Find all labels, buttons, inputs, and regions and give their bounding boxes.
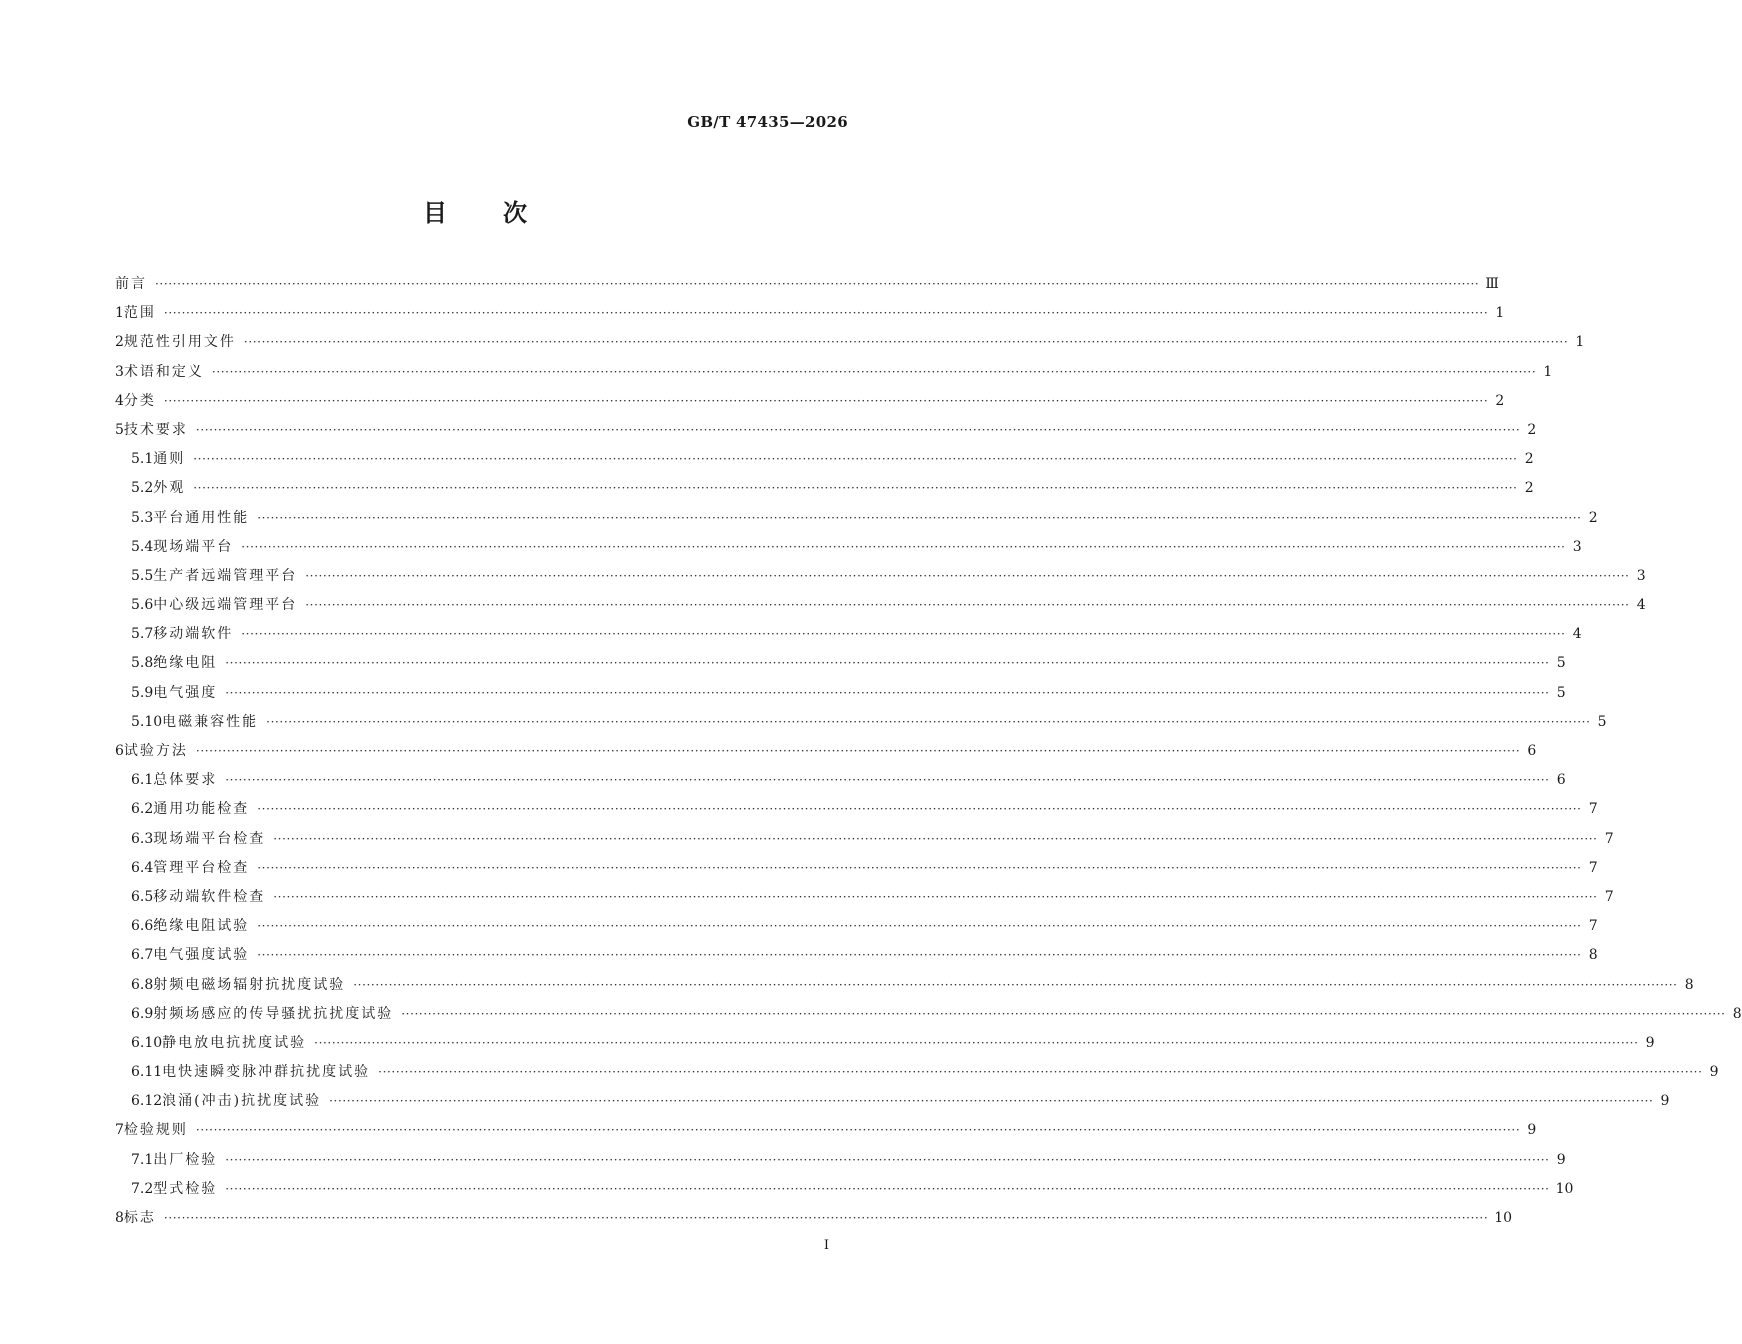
toc-leader-dots: ············································································································································································································································································································ <box>257 948 1582 963</box>
toc-leader-dots: ············································································································································································································································································································ <box>353 977 1678 992</box>
toc-entry-page: 9 <box>1527 1122 1537 1139</box>
toc-entry-number: 4 <box>115 392 124 409</box>
toc-entry-page: 1 <box>1543 363 1553 380</box>
toc-entry-page: 5 <box>1556 655 1566 672</box>
toc-entry-number: 6.4 <box>131 859 154 876</box>
toc-entry[interactable] <box>115 766 1566 795</box>
toc-entry-page: 5 <box>1597 713 1607 730</box>
toc-entry-page: 2 <box>1524 480 1534 497</box>
page-title-left: 目 <box>423 199 447 227</box>
toc-entry[interactable] <box>115 971 1694 1000</box>
toc-entry-title: 绝缘电阻试验 <box>153 918 250 935</box>
toc-entry-title: 总体要求 <box>153 772 218 789</box>
toc-entry-page: 7 <box>1588 918 1598 935</box>
toc-entry-number: 5.7 <box>131 626 154 643</box>
toc-entry-page: 1 <box>1495 305 1505 322</box>
toc-entry-page: 2 <box>1524 451 1534 468</box>
toc-entry-page: 4 <box>1636 597 1646 614</box>
toc-entry[interactable] <box>115 270 1499 299</box>
toc-leader-dots: ············································································································································································································································································································ <box>257 802 1582 817</box>
toc-entry-title: 浪涌(冲击)抗扰度试验 <box>162 1093 322 1110</box>
toc-entry[interactable] <box>115 1116 1537 1145</box>
toc-entry-number: 5.4 <box>131 538 154 555</box>
toc-leader-dots: ············································································································································································································································································································ <box>266 714 1591 729</box>
toc-leader-dots: ············································································································································································································································································································ <box>257 919 1582 934</box>
toc-entry-title: 静电放电抗扰度试验 <box>162 1034 307 1051</box>
toc-entry-number: 3 <box>115 363 124 380</box>
toc-entry-title: 技术要求 <box>123 421 188 438</box>
toc-entry-title: 术语和定义 <box>123 363 204 380</box>
toc-leader-dots: ············································································································································································································································································································ <box>401 1006 1726 1021</box>
toc-entry-title: 范围 <box>123 305 156 322</box>
toc-entry-number: 6.11 <box>131 1064 163 1081</box>
toc-entry-number: 5.6 <box>131 597 154 614</box>
toc-entry-number: 6.3 <box>131 830 154 847</box>
toc-entry-title: 通用功能检查 <box>153 801 250 818</box>
toc-entry-number: 6.2 <box>131 801 154 818</box>
toc-entry-number: 6.9 <box>131 1005 154 1022</box>
toc-entry[interactable] <box>115 708 1607 737</box>
toc-entry-page: 2 <box>1588 509 1598 526</box>
toc-leader-dots: ············································································································································································································································································································ <box>163 306 1489 321</box>
toc-entry[interactable] <box>115 1146 1566 1175</box>
toc-entry-number: 7.1 <box>131 1151 154 1168</box>
toc-entry[interactable] <box>115 941 1598 970</box>
page-title <box>0 193 950 228</box>
toc-leader-dots: ············································································································································································································································································································ <box>225 656 1550 671</box>
toc-leader-dots: ············································································································································································································································································································ <box>305 568 1630 583</box>
toc-entry[interactable] <box>115 416 1537 445</box>
toc-entry-page: 7 <box>1588 801 1598 818</box>
toc-entry-page: 8 <box>1684 976 1694 993</box>
toc-entry-number: 8 <box>115 1210 124 1226</box>
toc-entry[interactable] <box>115 649 1566 678</box>
toc-entry-title: 中心级远端管理平台 <box>153 597 298 614</box>
toc-entry-number: 5.1 <box>131 451 154 468</box>
toc-entry-page: 8 <box>1732 1005 1742 1022</box>
toc-leader-dots: ············································································································································································································································································································ <box>225 1152 1550 1167</box>
toc-entry-number: 6.8 <box>131 976 154 993</box>
toc-entry-number: 6.12 <box>131 1093 163 1110</box>
toc-entry-number: 5.5 <box>131 567 154 584</box>
toc-entry-page: 9 <box>1709 1064 1719 1081</box>
toc-entry-page: 8 <box>1588 947 1598 964</box>
toc-entry-title: 电气强度试验 <box>153 947 250 964</box>
toc-entry-page: 9 <box>1660 1093 1670 1110</box>
toc-entry-title: 出厂检验 <box>153 1151 218 1168</box>
toc-entry-title: 外观 <box>153 480 186 497</box>
toc-entry-number: 6.10 <box>131 1034 163 1051</box>
toc-entry[interactable] <box>115 1058 1719 1087</box>
toc-leader-dots: ············································································································································································································································································································ <box>241 627 1566 642</box>
page-title-right: 次 <box>503 199 527 227</box>
toc-entry[interactable] <box>115 1204 1513 1233</box>
toc-entry-title: 型式检验 <box>153 1180 218 1197</box>
toc-leader-dots: ············································································································································································································································································································ <box>163 1211 1489 1225</box>
toc-entry-page: 3 <box>1572 538 1582 555</box>
toc-entry-number: 6.7 <box>131 947 154 964</box>
toc-entry[interactable] <box>115 795 1598 824</box>
toc-entry-page: 6 <box>1556 772 1566 789</box>
toc-leader-dots: ············································································································································································································································································································ <box>314 1035 1639 1050</box>
toc-entry[interactable] <box>115 445 1534 474</box>
toc-entry-title: 标志 <box>123 1210 156 1226</box>
toc-entry-number: 2 <box>115 334 124 351</box>
toc-entry[interactable] <box>115 533 1582 562</box>
toc-leader-dots: ············································································································································································································································································································ <box>257 860 1582 875</box>
toc-entry[interactable] <box>115 474 1534 503</box>
toc-entry-page: Ⅲ <box>1485 276 1499 292</box>
toc-entry-title: 电磁兼容性能 <box>162 713 259 730</box>
toc-entry-page: 10 <box>1494 1210 1513 1226</box>
toc-entry[interactable] <box>115 912 1598 941</box>
toc-entry-page: 7 <box>1604 888 1614 905</box>
toc-entry[interactable] <box>115 1175 1574 1204</box>
toc-leader-dots: ············································································································································································································································································································ <box>241 539 1566 554</box>
toc-entry[interactable] <box>115 562 1646 591</box>
toc-leader-dots: ············································································································································································································································································································ <box>193 481 1518 496</box>
toc-entry[interactable] <box>115 1087 1670 1116</box>
toc-leader-dots: ············································································································································································································································································································ <box>155 277 1480 291</box>
toc-entry-title: 移动端软件检查 <box>153 888 266 905</box>
toc-entry-number: 5.10 <box>131 713 163 730</box>
toc-entry-number: 5.2 <box>131 480 154 497</box>
toc-leader-dots: ············································································································································································································································································································ <box>225 685 1550 700</box>
toc-entry[interactable] <box>115 504 1598 533</box>
toc-entry-number: 5.8 <box>131 655 154 672</box>
toc-leader-dots: ············································································································································································································································································································ <box>211 364 1537 379</box>
toc-entry-title: 检验规则 <box>123 1122 188 1139</box>
toc-leader-dots: ············································································································································································································································································································ <box>163 393 1489 408</box>
toc-entry-page: 5 <box>1556 684 1566 701</box>
toc-entry[interactable] <box>115 1000 1742 1029</box>
toc-entry-title: 射频电磁场辐射抗扰度试验 <box>153 976 346 993</box>
toc-leader-dots: ············································································································································································································································································································ <box>273 831 1598 846</box>
toc-leader-dots: ············································································································································································································································································································ <box>195 744 1521 758</box>
toc-entry-title: 平台通用性能 <box>153 509 250 526</box>
toc-entry-page: 9 <box>1645 1034 1655 1051</box>
toc-entry-title: 通则 <box>153 451 186 468</box>
toc-entry[interactable] <box>115 854 1598 883</box>
toc-entry-title: 电快速瞬变脉冲群抗扰度试验 <box>162 1064 371 1081</box>
table-of-contents <box>115 270 1742 1233</box>
toc-leader-dots: ············································································································································································································································································································ <box>225 773 1550 788</box>
toc-entry[interactable] <box>115 737 1537 766</box>
toc-entry[interactable] <box>115 620 1582 649</box>
toc-entry-page: 6 <box>1527 743 1537 759</box>
page-number: I <box>823 1238 829 1253</box>
toc-entry-number: 6.6 <box>131 918 154 935</box>
toc-entry-title: 移动端软件 <box>153 626 234 643</box>
toc-entry-title: 前言 <box>115 276 147 292</box>
toc-entry[interactable] <box>115 299 1505 328</box>
toc-entry-title: 绝缘电阻 <box>153 655 218 672</box>
toc-entry[interactable] <box>115 591 1646 620</box>
toc-entry-page: 1 <box>1575 334 1585 351</box>
toc-leader-dots: ············································································································································································································································································································ <box>329 1094 1654 1109</box>
toc-entry-number: 5.3 <box>131 509 154 526</box>
toc-entry[interactable] <box>115 1029 1655 1058</box>
toc-entry-title: 电气强度 <box>153 684 218 701</box>
toc-entry[interactable] <box>115 358 1553 387</box>
toc-leader-dots: ············································································································································································································································································································ <box>273 889 1598 904</box>
toc-entry-title: 射频场感应的传导骚扰抗扰度试验 <box>153 1005 394 1022</box>
toc-leader-dots: ············································································································································································································································································································ <box>378 1065 1703 1080</box>
standard-code: GB/T 47435—2026 <box>687 113 848 131</box>
toc-entry-page: 9 <box>1556 1151 1566 1168</box>
toc-entry-page: 7 <box>1604 830 1614 847</box>
toc-entry-title: 现场端平台 <box>153 538 234 555</box>
toc-entry-page: 4 <box>1572 626 1582 643</box>
toc-leader-dots: ············································································································································································································································································································ <box>225 1181 1550 1196</box>
toc-entry-title: 生产者远端管理平台 <box>153 567 298 584</box>
toc-entry-title: 规范性引用文件 <box>123 334 236 351</box>
toc-entry-number: 6 <box>115 743 124 759</box>
toc-entry-page: 2 <box>1495 392 1505 409</box>
toc-entry[interactable] <box>115 679 1566 708</box>
toc-entry-title: 管理平台检查 <box>153 859 250 876</box>
toc-entry-page: 3 <box>1636 567 1646 584</box>
toc-leader-dots: ············································································································································································································································································································ <box>243 335 1569 350</box>
toc-entry[interactable] <box>115 825 1614 854</box>
toc-leader-dots: ············································································································································································································································································································ <box>257 510 1582 525</box>
toc-entry-page: 10 <box>1555 1180 1574 1197</box>
toc-entry-number: 5.9 <box>131 684 154 701</box>
toc-entry[interactable] <box>115 883 1614 912</box>
toc-entry-number: 7 <box>115 1122 124 1139</box>
toc-entry-page: 7 <box>1588 859 1598 876</box>
toc-leader-dots: ············································································································································································································································································································ <box>195 1123 1521 1138</box>
toc-entry[interactable] <box>115 387 1505 416</box>
toc-entry-title: 现场端平台检查 <box>153 830 266 847</box>
toc-leader-dots: ············································································································································································································································································································ <box>305 598 1630 613</box>
toc-leader-dots: ············································································································································································································································································································ <box>193 452 1518 467</box>
toc-entry-page: 2 <box>1527 421 1537 438</box>
toc-entry-number: 1 <box>115 305 124 322</box>
toc-entry-number: 6.5 <box>131 888 154 905</box>
toc-entry[interactable] <box>115 328 1585 357</box>
toc-entry-number: 5 <box>115 421 124 438</box>
toc-entry-title: 试验方法 <box>123 743 188 759</box>
toc-leader-dots: ············································································································································································································································································································ <box>195 422 1521 437</box>
toc-entry-number: 6.1 <box>131 772 154 789</box>
toc-entry-number: 7.2 <box>131 1180 154 1197</box>
toc-entry-title: 分类 <box>123 392 156 409</box>
